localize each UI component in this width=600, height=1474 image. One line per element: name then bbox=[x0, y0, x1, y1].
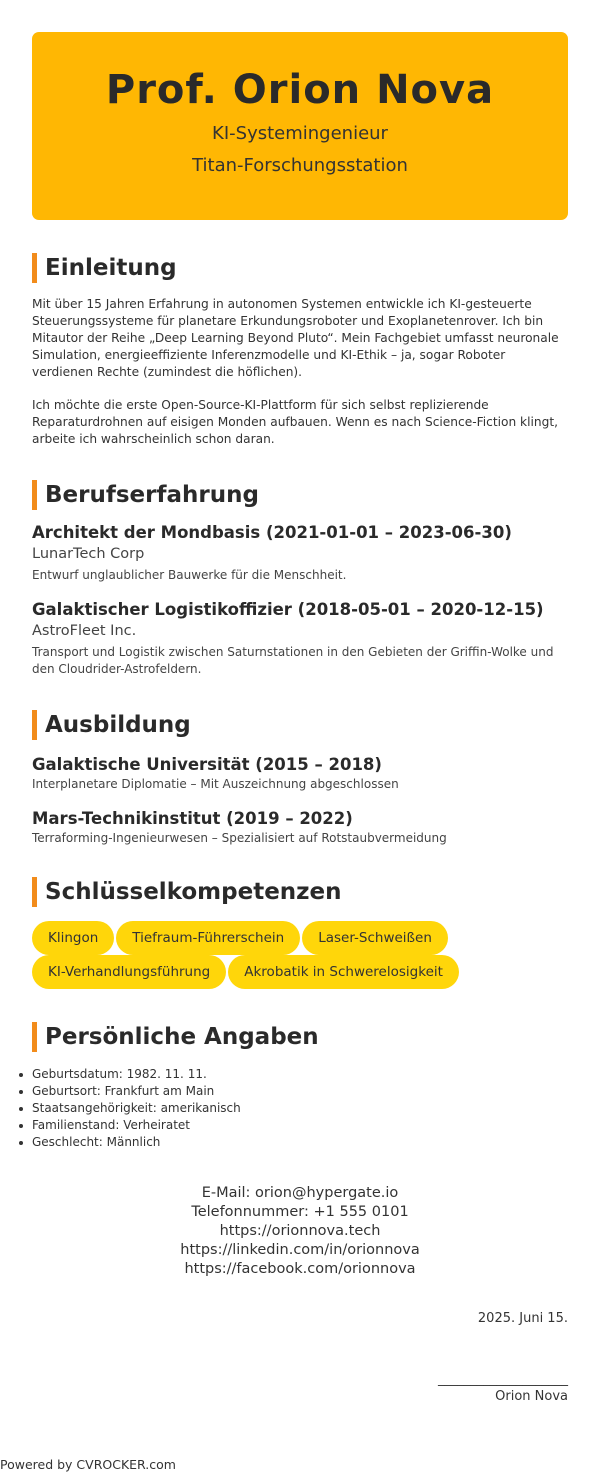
skill-pill: Laser-Schweißen bbox=[302, 921, 448, 955]
section-title-intro: Einleitung bbox=[32, 253, 568, 283]
skill-pill: KI-Verhandlungsführung bbox=[32, 955, 226, 989]
experience-item bbox=[32, 599, 568, 678]
contact-facebook-link[interactable]: https://facebook.com/orionnova bbox=[184, 1261, 416, 1277]
experience-company: AstroFleet Inc. bbox=[32, 623, 137, 639]
experience-title: Galaktischer Logistikoffizier (2018-05-01 – 2020-12-15) bbox=[32, 600, 544, 619]
personal-detail-birthdate: Geburtsdatum: 1982. 11. 11. bbox=[32, 1066, 568, 1083]
skill-pill: Akrobatik in Schwerelosigkeit bbox=[228, 955, 459, 989]
education-description: Interplanetare Diplomatie – Mit Auszeichnung abgeschlossen bbox=[32, 777, 399, 791]
section-title-experience: Berufserfahrung bbox=[32, 480, 568, 510]
contact-block bbox=[32, 1184, 568, 1279]
section-title-personal: Persönliche Angaben bbox=[32, 1022, 568, 1052]
contact-website-link[interactable]: https://orionnova.tech bbox=[219, 1223, 381, 1239]
location: Titan-Forschungsstation bbox=[192, 155, 408, 176]
section-title-education: Ausbildung bbox=[32, 710, 568, 740]
education-item bbox=[32, 754, 568, 793]
experience-item bbox=[32, 522, 568, 584]
education-title: Mars-Technikinstitut (2019 – 2022) bbox=[32, 809, 353, 828]
personal-details-list bbox=[32, 1066, 568, 1151]
skill-pill: Tiefraum-Führerschein bbox=[116, 921, 300, 955]
signature-line: ____________________ bbox=[438, 1372, 568, 1387]
experience-description: Transport und Logistik zwischen Saturnstationen in den Gebieten der Griffin-Wolke und den Cloudrider-Astrofeldern. bbox=[32, 645, 554, 676]
personal-detail-marital-status: Familienstand: Verheiratet bbox=[32, 1117, 568, 1134]
experience-description: Entwurf unglaublicher Bauwerke für die Menschheit. bbox=[32, 568, 347, 582]
skill-pill: Klingon bbox=[32, 921, 114, 955]
job-title: KI-Systemingenieur bbox=[212, 123, 388, 144]
experience-company: LunarTech Corp bbox=[32, 546, 145, 562]
intro-section bbox=[32, 296, 568, 448]
intro-paragraph: Ich möchte die erste Open-Source-KI-Plattform für sich selbst replizierende Reparaturdrohnen auf eisigen Monden aufbauen. Wenn es nach Science-Fiction klingt, arbeite ich wahrscheinlich schon daran. bbox=[32, 398, 558, 446]
header-banner bbox=[32, 32, 568, 220]
personal-detail-birthplace: Geburtsort: Frankfurt am Main bbox=[32, 1083, 568, 1100]
education-description: Terraforming-Ingenieurwesen – Spezialisiert auf Rotstaubvermeidung bbox=[32, 831, 447, 845]
document-date: 2025. Juni 15. bbox=[477, 1311, 568, 1326]
contact-phone[interactable]: Telefonnummer: +1 555 0101 bbox=[191, 1204, 409, 1220]
personal-detail-nationality: Staatsangehörigkeit: amerikanisch bbox=[32, 1100, 568, 1117]
personal-detail-gender: Geschlecht: Männlich bbox=[32, 1134, 568, 1151]
education-title: Galaktische Universität (2015 – 2018) bbox=[32, 755, 382, 774]
signature-name: Orion Nova bbox=[495, 1389, 568, 1404]
section-title-skills: Schlüsselkompetenzen bbox=[32, 877, 568, 907]
experience-title: Architekt der Mondbasis (2021-01-01 – 2023-06-30) bbox=[32, 523, 512, 542]
contact-email[interactable]: E-Mail: orion@hypergate.io bbox=[201, 1185, 399, 1201]
skills-list bbox=[32, 921, 568, 989]
person-name: Prof. Orion Nova bbox=[105, 67, 495, 113]
education-item bbox=[32, 808, 568, 847]
powered-by-link[interactable]: Powered by CVROCKER.com bbox=[0, 1457, 176, 1472]
intro-paragraph: Mit über 15 Jahren Erfahrung in autonomen Systemen entwickle ich KI-gesteuerte Steuerungssysteme für planetare Erkundungsroboter und Exoplanetenrover. Ich bin Mitautor der Reihe „Deep Learning Beyond Pluto“. Mein Fachgebiet umfasst neuronale Simulation, energieeffiziente Inferenzmodelle und KI-Ethik – ja, sogar Roboter verdienen Rechte (zumindest die höflichen). bbox=[32, 297, 559, 379]
contact-linkedin-link[interactable]: https://linkedin.com/in/orionnova bbox=[180, 1242, 420, 1258]
